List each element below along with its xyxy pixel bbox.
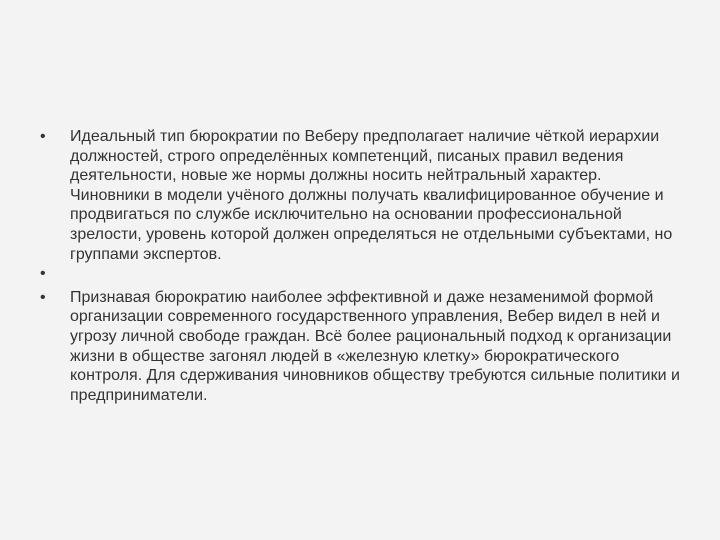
bullet-item-empty	[40, 264, 680, 284]
bullet-item-bureaucracy-threat	[40, 288, 680, 406]
bullet-item-weber-ideal-type	[40, 127, 680, 264]
bullet-marker: •	[40, 288, 46, 306]
bullet-list	[40, 127, 680, 405]
bullet-text: Идеальный тип бюрократии по Веберу предполагает наличие чёткой иерархии должностей, строго определённых компетенций, писаных правил ведения деятельности, новые же нормы должны носить нейтральный характер. Чиновники в модели учёного должны получать квалифицированное обучение и продвигаться по службе исключительно на основании профессиональной зрелости, уровень которой должен определяться не отдельными субъектами, но группами экспертов.	[70, 128, 673, 263]
bullet-marker: •	[40, 128, 46, 145]
bullet-marker: •	[40, 265, 46, 283]
bullet-text: Признавая бюрократию наиболее эффективной и даже незаменимой формой организации современного государственного управления, Вебер видел в ней и угрозу личной свободе граждан. Всё более рациональный подход к организации жизни в обществе загонял людей в «железную клетку» бюрократического контроля. Для сдерживания чиновников обществу требуются сильные политики и предприниматели.	[70, 288, 680, 404]
